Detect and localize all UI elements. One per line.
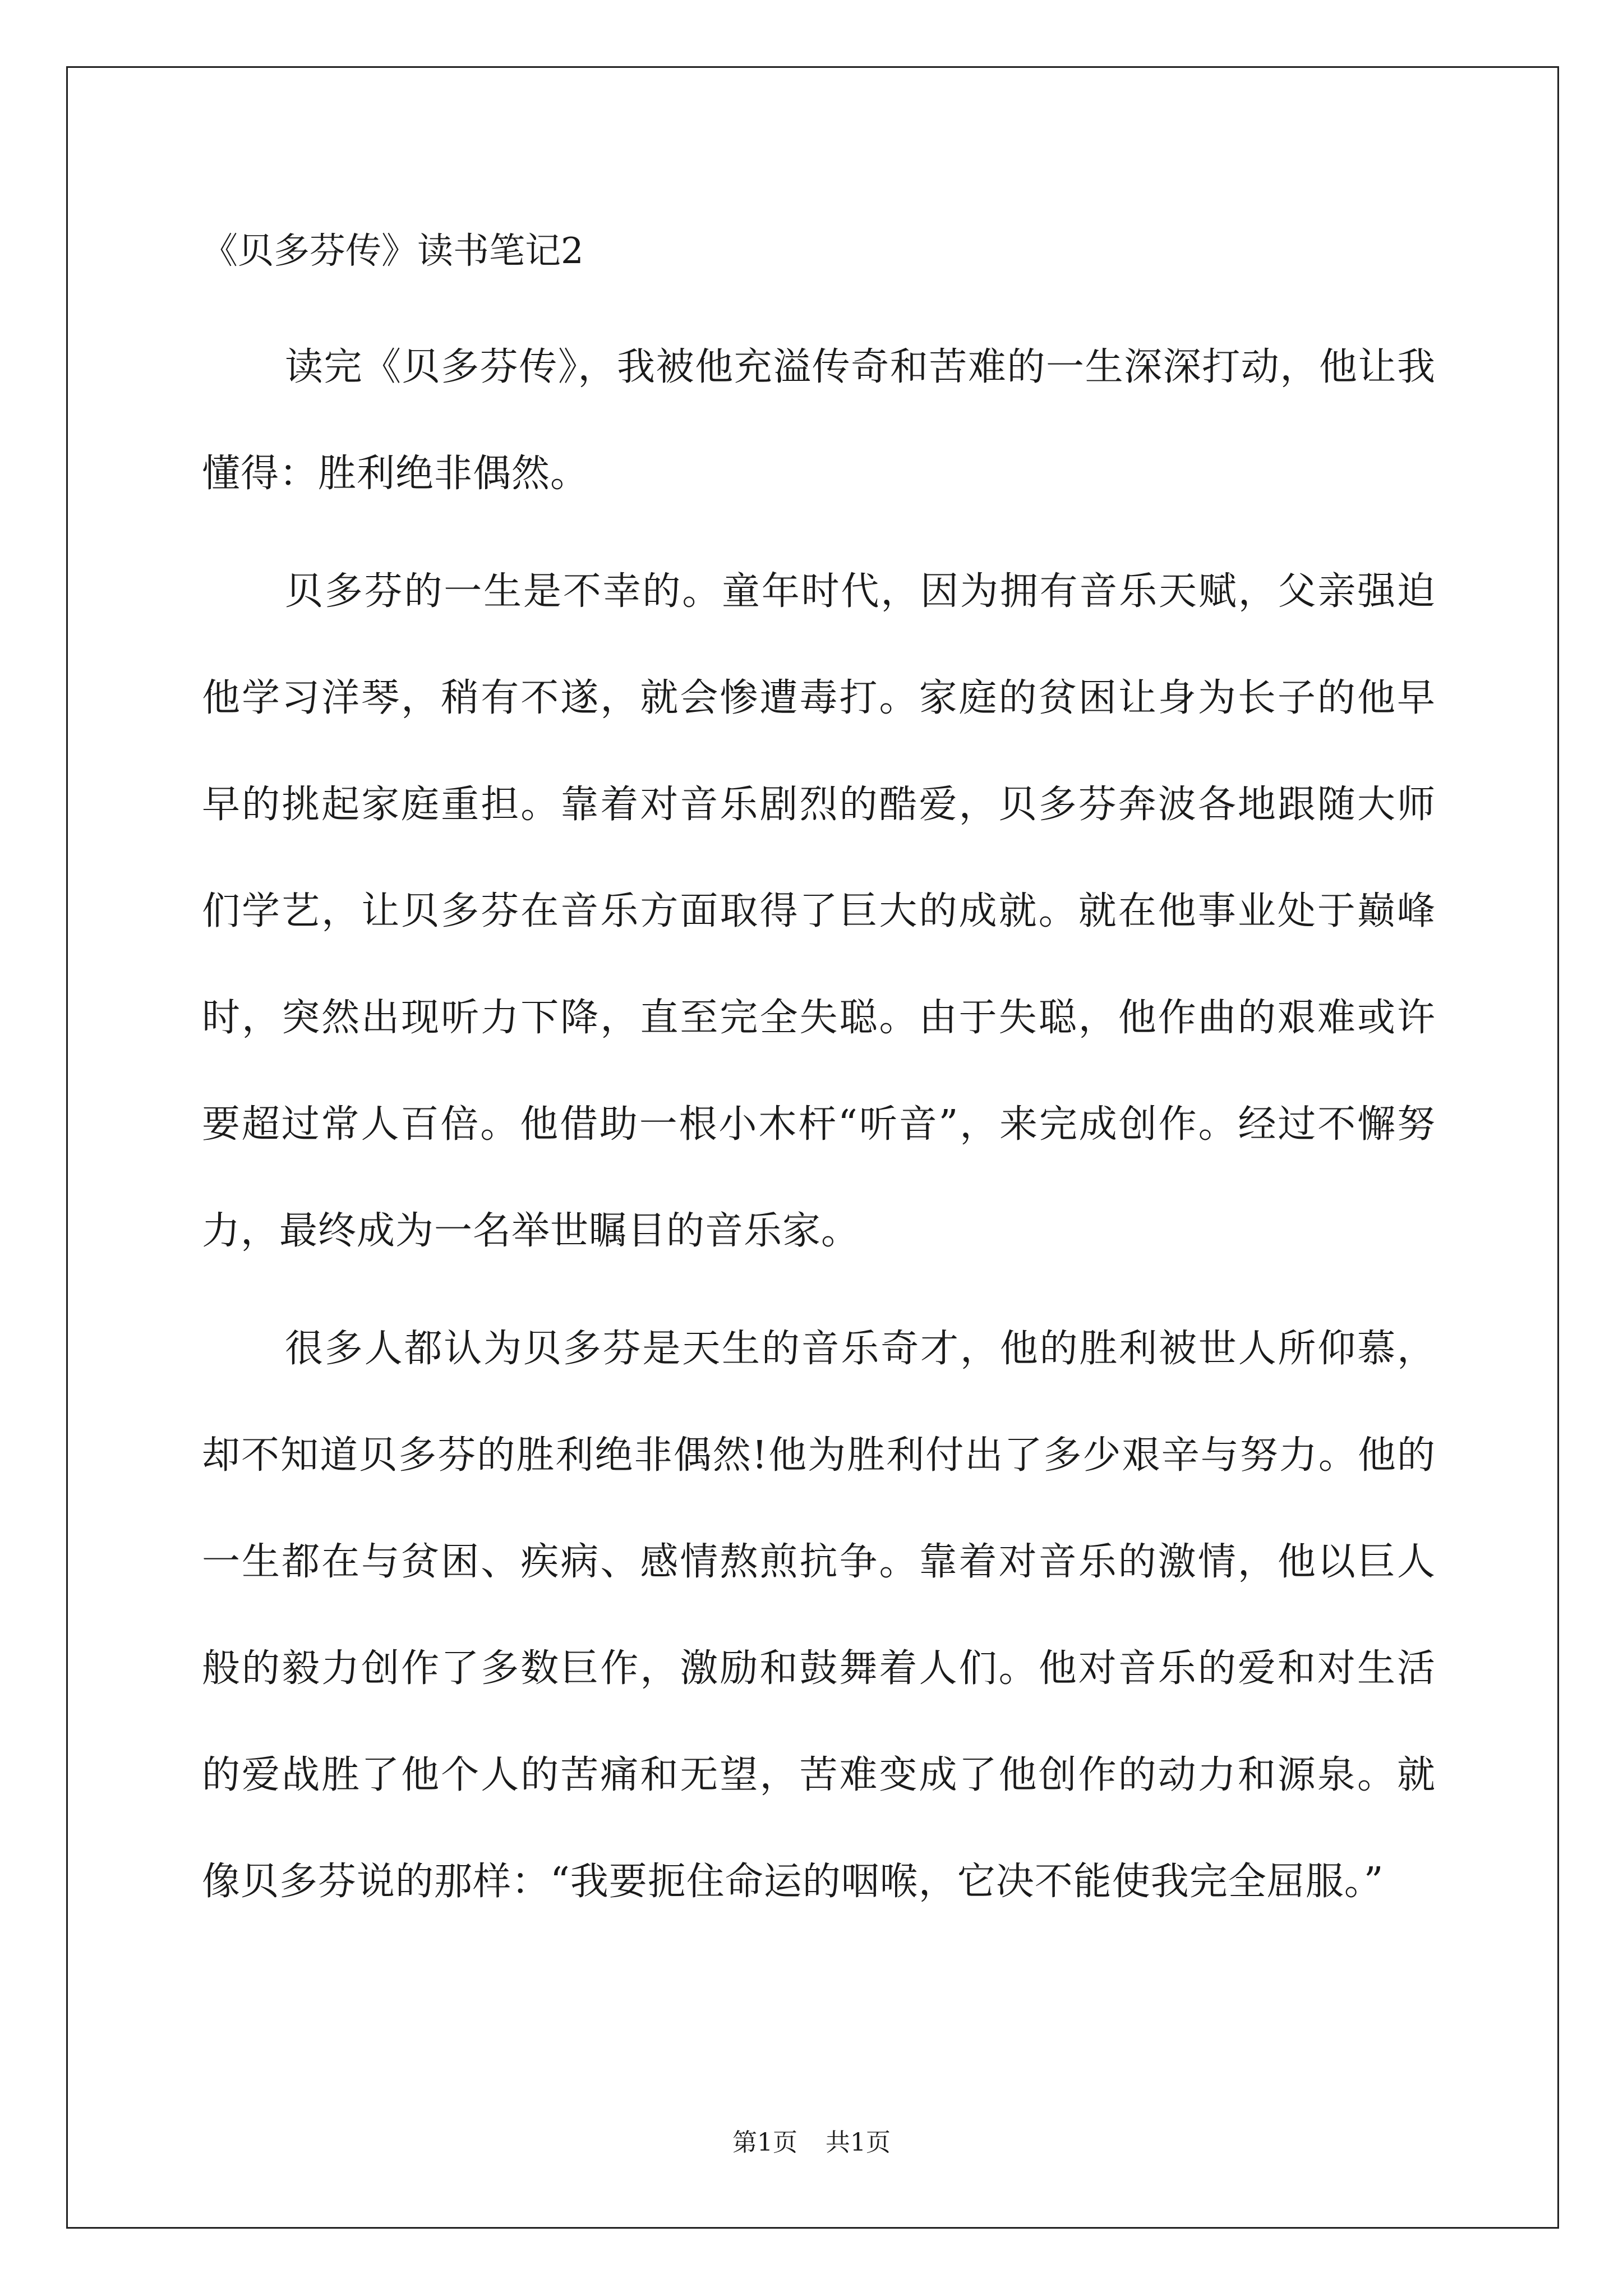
paragraph-intro: 读完《贝多芬传》，我被他充溢传奇和苦难的一生深深打动，他让我懂得：胜利绝非偶然。 <box>202 345 1436 496</box>
page-footer <box>0 2126 1623 2160</box>
document-title: 《贝多芬传》读书笔记2 <box>202 231 584 272</box>
paragraph-life: 贝多芬的一生是不幸的。童年时代，因为拥有音乐天赋，父亲强迫他学习洋琴，稍有不遂，就会惨遭毒打。家庭的贫困让身为长子的他早早的挑起家庭重担。靠着对音乐剧烈的酷爱，贝多芬奔波各地跟随大师们学艺，让贝多芬在音乐方面取得了巨大的成就。就在他事业处于巅峰时，突然出现听力下降，直至完全失聪。由于失聪，他作曲的艰难或许要超过常人百倍。他借助一根小木杆“听音”，来完成创作。经过不懈努力，最终成为一名举世瞩目的音乐家。 <box>202 569 1436 1253</box>
paragraph-reflection: 很多人都认为贝多芬是天生的音乐奇才，他的胜利被世人所仰慕，却不知道贝多芬的胜利绝非偶然!他为胜利付出了多少艰辛与努力。他的一生都在与贫困、疾病、感情熬煎抗争。靠着对音乐的激情，他以巨人般的毅力创作了多数巨作，激励和鼓舞着人们。他对音乐的爱和对生活的爱战胜了他个人的苦痛和无望，苦难变成了他创作的动力和源泉。就像贝多芬说的那样：“我要扼住命运的咽喉，它决不能使我完全屈服。” <box>202 1327 1436 1904</box>
page-number: 第1页 <box>732 2128 797 2157</box>
document-body <box>202 314 1436 1947</box>
page-total: 共1页 <box>826 2128 891 2157</box>
